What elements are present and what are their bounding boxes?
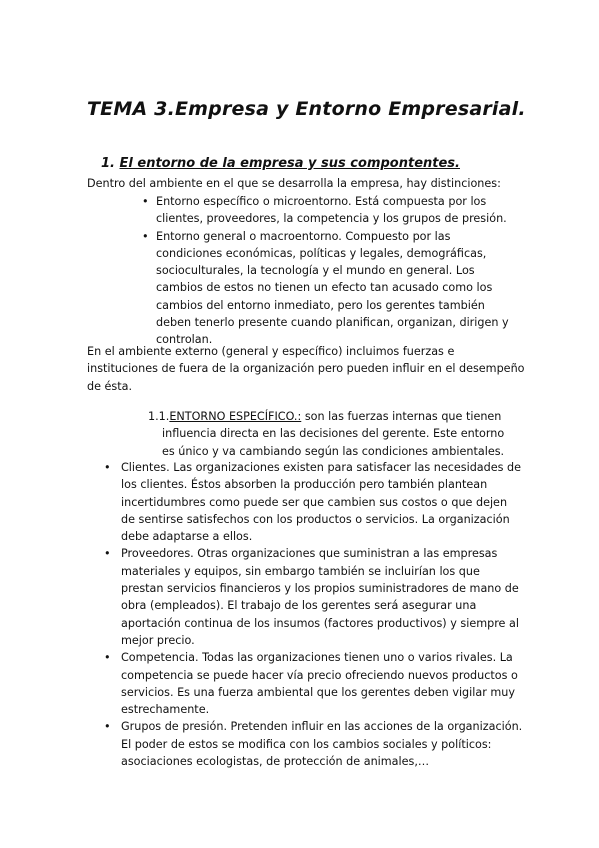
- section-number: 1.: [101, 156, 115, 171]
- subsection-number: 1.1.: [148, 410, 170, 423]
- subsection-block: [148, 408, 518, 460]
- intro-text: Dentro del ambiente en el que se desarrolla la empresa, hay distinciones:: [87, 177, 501, 190]
- list-item: • Entorno general o macroentorno. Compuesto por las condiciones económicas, políticas y legales, demográficas, socioculturales, la tecnología y el mundo en general. Los cambios de estos no tienen un efecto tan acusado como los cambios del entorno inmediato, pero los gerentes también deben tenerlo presente cuando planifican, organizan, dirigen y controlan.: [140, 228, 520, 349]
- list-item: • Competencia. Todas las organizaciones tienen uno o varios rivales. La competencia se puede hacer vía precio ofreciendo nuevos productos o servicios. Es una fuerza ambiental que los gerentes deben vigilar muy estrechamente.: [104, 649, 524, 718]
- specific-forces-list: [104, 459, 524, 770]
- list-item: • Grupos de presión. Pretenden influir en las acciones de la organización. El poder de estos se modifica con los cambios sociales y políticos: asociaciones ecologistas, de protección de animales,…: [104, 718, 524, 770]
- subsection-title: ENTORNO ESPECÍFICO.:: [169, 410, 302, 423]
- document-title: TEMA 3.Empresa y Entorno Empresarial.: [87, 98, 526, 120]
- body-paragraph: En el ambiente externo (general y específico) incluimos fuerzas e instituciones de fuera de la organización pero pueden influir en el desempeño de ésta.: [87, 345, 525, 393]
- section-title: El entorno de la empresa y sus compontentes.: [119, 156, 460, 171]
- list-item: • Proveedores. Otras organizaciones que suministran a las empresas materiales y equipos, sin embargo también se incluirían los que prestan servicios financieros y los propios suministradores de mano de obra (empleados). El trabajo de los gerentes será asegurar una aportación continua de los insumos (factores productivos) y siempre al mejor precio.: [104, 545, 524, 649]
- subsection-text-rest: influencia directa en las decisiones del gerente. Este entorno es único y va cambiando según las condiciones ambientales.: [162, 427, 505, 458]
- entorno-types-list: [140, 193, 520, 349]
- subsection-text-first: son las fuerzas internas que tienen: [301, 410, 502, 423]
- list-item: • Entorno específico o microentorno. Está compuesta por los clientes, proveedores, la competencia y los grupos de presión.: [140, 193, 520, 228]
- list-item: • Clientes. Las organizaciones existen para satisfacer las necesidades de los clientes. Éstos absorben la producción pero también plantean incertidumbres como puede ser que cambien sus costos o que dejen de sentirse satisfechos con los productos o servicios. La organización debe adaptarse a ellos.: [104, 459, 524, 545]
- section-heading: [101, 155, 460, 172]
